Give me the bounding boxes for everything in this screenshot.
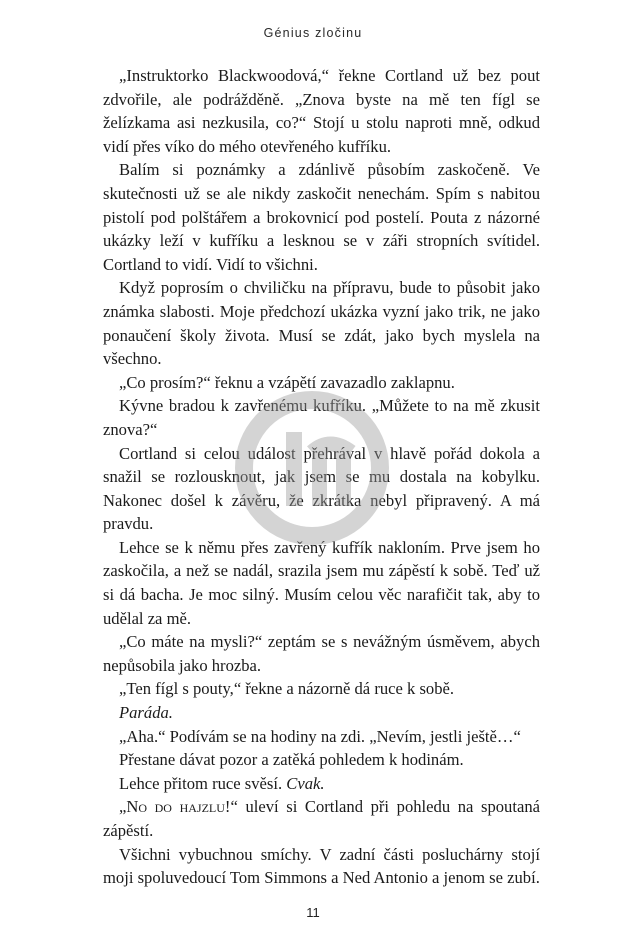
paragraph: Lehce se k němu přes zavřený kufřík nakloním. Prve jsem ho zaskočila, a než se nadál, srazila jsem mu zápěstí k sobě. Teď už si dá bacha. Je moc silný. Musím celou věc narafičit tak, aby to udělal za mě. bbox=[103, 537, 540, 628]
smallcaps-exclamation: No do hajzlu! bbox=[126, 797, 231, 817]
open-quote: „ bbox=[119, 797, 127, 817]
paragraph bbox=[103, 772, 540, 796]
exclamation-rest: uleví si Cortland při pohledu na spoutaná zápěstí. bbox=[103, 797, 540, 840]
cvak-italic: Cvak. bbox=[286, 773, 325, 793]
close-quote: “ bbox=[230, 797, 238, 817]
paragraph: „Co máte na mysli?“ zeptám se s nevážným úsměvem, abych nepůsobila jako hrozba. bbox=[103, 632, 540, 675]
paragraph: Všichni vybuchnou smíchy. V zadní části posluchárny stojí moji spoluvedoucí Tom Simmons a Ned Antonio a jenom se zubí. bbox=[103, 844, 540, 888]
paragraph: Přestane dávat pozor a zatěká pohledem k hodinám. bbox=[119, 750, 464, 770]
paragraph-italic bbox=[103, 701, 540, 725]
paragraph-exclamation bbox=[103, 795, 540, 842]
paragraph: Kývne bradou k zavřenému kufříku. „Můžete to na mě zkusit znova?“ bbox=[103, 396, 540, 439]
paragraph: „Ten fígl s pouty,“ řekne a názorně dá ruce k sobě. bbox=[119, 679, 455, 699]
page-number: 11 bbox=[306, 905, 320, 920]
paragraph: „Co prosím?“ řeknu a vzápětí zavazadlo zaklapnu. bbox=[119, 372, 455, 392]
paragraph: Když poprosím o chviličku na přípravu, bude to působit jako známka slabosti. Moje předchozí ukázka vyzní jako trik, ne jako ponaučení školy života. Musí se zdát, jako bych myslela na všechno. bbox=[103, 278, 540, 369]
paragraph: „Instruktorko Blackwoodová,“ řekne Cortland už bez pout zdvořile, ale podrážděně. „Znova byste na mě ten fígl se želízkama asi nezkusila, co?“ Stojí u stolu naproti mně, odkud vidí přes víko do mého otevřeného kufříku. bbox=[103, 66, 540, 156]
paragraph: „Aha.“ Podívám se na hodiny na zdi. „Nevím, jestli ještě…“ bbox=[119, 726, 521, 746]
italic-text: Paráda. bbox=[119, 703, 173, 723]
paragraph: Balím si poznámky a zdánlivě působím zaskočeně. Ve skutečnosti už se ale nikdy zaskočit nenechám. Spím s nabitou pistolí pod polštářem a brokovnicí pod postelí. Pouta z názorné ukázky leží v kufříku a lesknou se v záři stropních svítidel. Cortland to vidí. Vidí to všichni. bbox=[103, 160, 540, 274]
running-head-title: Génius zločinu bbox=[263, 26, 363, 40]
body-text bbox=[103, 64, 540, 890]
cvak-line-text: Lehce přitom ruce svěsí. bbox=[119, 773, 283, 793]
paragraph: Cortland si celou událost přehrával v hlavě pořád dokola a snažil se rozlousknout, jak jsem se mu dostala na kobylku. Nakonec došel k závěru, že zkrátka nebyl připravený. A má pravdu. bbox=[103, 443, 540, 534]
